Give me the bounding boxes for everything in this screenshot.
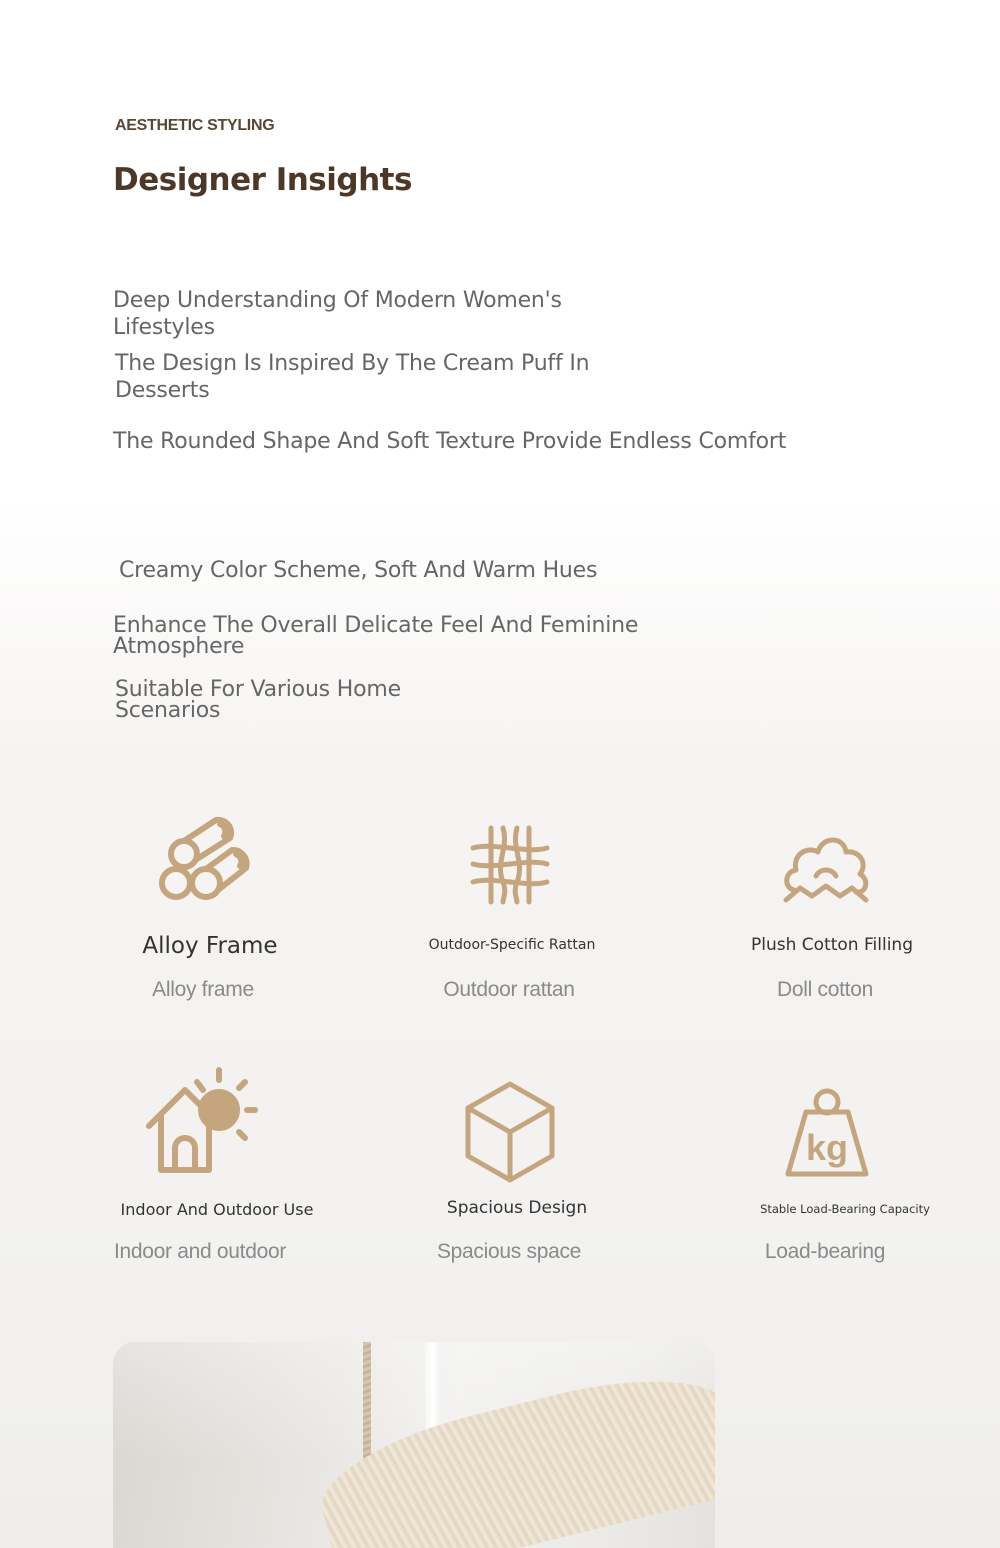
feature-subtitle: Indoor and outdoor <box>113 1240 287 1263</box>
insight-line-2: The Design Is Inspired By The Cream Puff In Desserts <box>115 351 590 403</box>
page-title: Designer Insights <box>113 162 412 198</box>
insight-line-4: Creamy Color Scheme, Soft And Warm Hues <box>119 558 598 583</box>
insight-line-6: Suitable For Various Home Scenarios <box>115 677 401 723</box>
feature-subtitle: Outdoor rattan <box>443 978 575 1001</box>
feature-title: Stable Load-Bearing Capacity <box>760 1202 930 1216</box>
feature-title: Alloy Frame <box>142 933 278 959</box>
cotton-icon <box>782 830 870 908</box>
weight-kg-label: kg <box>805 1127 849 1168</box>
feature-subtitle: Doll cotton <box>777 978 873 1001</box>
insight-line-3: The Rounded Shape And Soft Texture Provide Endless Comfort <box>113 429 787 454</box>
feature-subtitle: Load-bearing <box>764 1240 886 1263</box>
house-sun-icon <box>145 1066 259 1176</box>
feature-title: Outdoor-Specific Rattan <box>428 937 596 953</box>
feature-title: Indoor And Outdoor Use <box>120 1200 314 1219</box>
section-eyebrow: AESTHETIC STYLING <box>115 117 275 134</box>
insight-line-1: Deep Understanding Of Modern Women's Lifestyles <box>113 288 562 340</box>
feature-title: Spacious Design <box>446 1198 588 1218</box>
cube-icon <box>464 1080 556 1184</box>
insight-line-5: Enhance The Overall Delicate Feel And Feminine Atmosphere <box>113 613 639 659</box>
feature-title: Plush Cotton Filling <box>751 935 913 955</box>
feature-subtitle: Spacious space <box>436 1240 582 1263</box>
product-photo <box>113 1342 715 1548</box>
weight-kg-icon <box>784 1086 870 1178</box>
rattan-weave-icon <box>469 824 551 906</box>
feature-subtitle: Alloy frame <box>152 978 254 1001</box>
logs-icon <box>158 812 250 904</box>
